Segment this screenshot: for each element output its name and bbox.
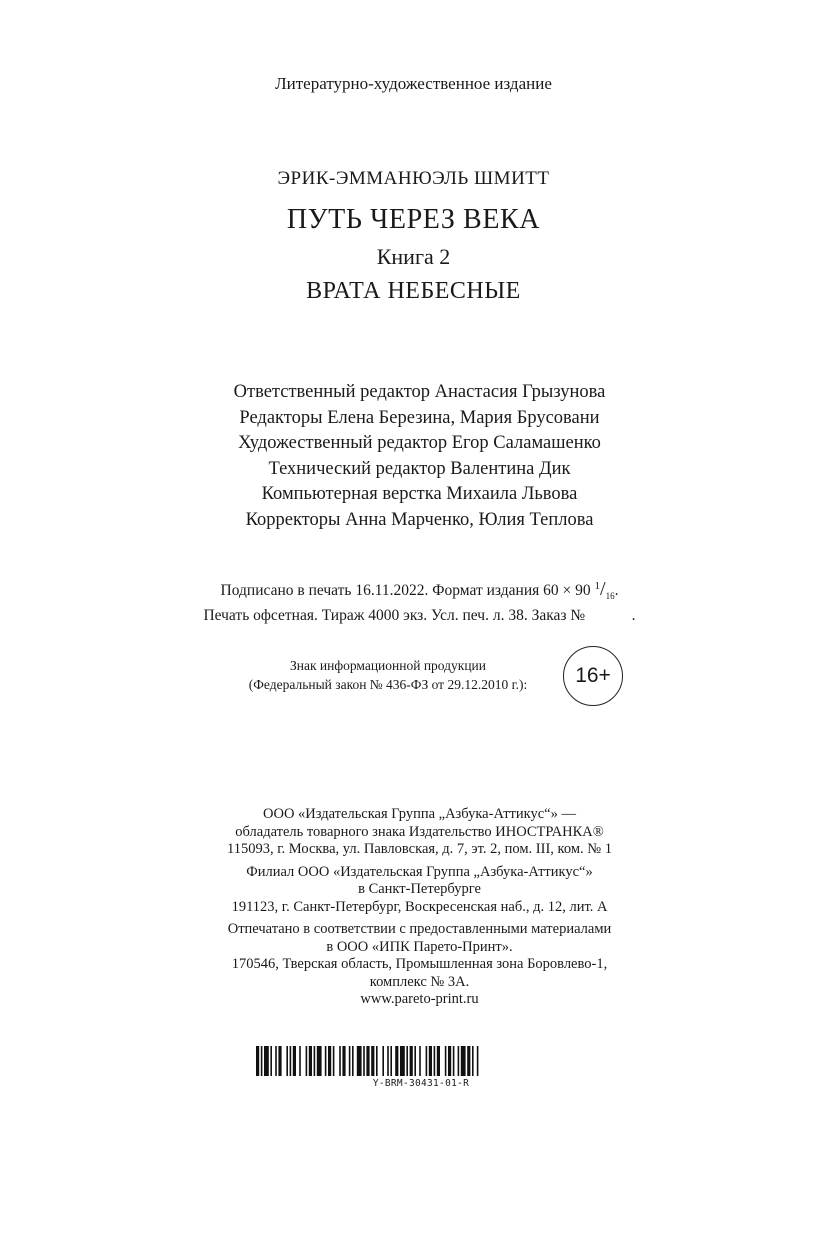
barcode-bar [352, 1046, 354, 1076]
barcode-bar [299, 1046, 301, 1076]
author-name: ЭРИК-ЭММАНЮЭЛЬ ШМИТТ [277, 168, 550, 189]
barcode-bar [339, 1046, 341, 1076]
barcode-bar [363, 1046, 365, 1076]
publisher-info [0, 806, 827, 1009]
barcode-bar [467, 1046, 470, 1076]
print-info-line2: Печать офсетная. Тираж 4000 экз. Усл. печ. л. 38. Заказ № . [203, 607, 636, 625]
barcode-bar [376, 1046, 378, 1076]
age-rating-label: 16+ [575, 664, 611, 687]
barcode-bar [461, 1046, 466, 1076]
barcode-bar [371, 1046, 374, 1076]
barcode-bar [286, 1046, 288, 1076]
branch-line: Филиал ООО «Издательская Группа „Азбука-Аттикус“» [246, 863, 593, 880]
barcode-bar [256, 1046, 259, 1076]
barcode-bar [357, 1046, 362, 1076]
credits-list [0, 380, 827, 533]
branch-line: в Санкт-Петербурге [358, 881, 481, 897]
info-sign-line2: (Федеральный закон № 436-ФЗ от 29.12.2010 г.): [248, 677, 528, 692]
barcode-bar [290, 1046, 292, 1076]
publisher-line: обладатель товарного знака Издательство ИНОСТРАНКА® [235, 823, 604, 840]
credit-line: Редакторы Елена Березина, Мария Брусовани [239, 407, 600, 428]
barcode-bar [414, 1046, 416, 1076]
print-info-line1 [0, 576, 827, 606]
fraction-slash: / [600, 578, 606, 601]
barcode-bar [387, 1046, 389, 1076]
credit-line: Технический редактор Валентина Дик [268, 458, 571, 479]
printer-line: 170546, Тверская область, Промышленная зона Боровлево-1, [231, 956, 608, 972]
barcode-bar [453, 1046, 455, 1076]
format-fraction [594, 578, 615, 602]
barcode-bar [309, 1046, 312, 1076]
barcode-bar [419, 1046, 421, 1076]
barcode-bar [325, 1046, 327, 1076]
barcode-bar [317, 1046, 322, 1076]
credit-line: Корректоры Анна Марченко, Юлия Теплова [245, 509, 594, 530]
printer-line: комплекс № 3А. [369, 973, 470, 990]
branch-line: 191123, г. Санкт-Петербург, Воскресенская наб., д. 12, лит. А [231, 898, 608, 915]
barcode-bar [328, 1046, 331, 1076]
book-number: Книга 2 [376, 244, 451, 269]
info-sign-line1: Знак информационной продукции [289, 658, 487, 673]
publisher-line: ООО «Издательская Группа „Азбука-Аттикус“» — [263, 806, 576, 822]
barcode-bar [382, 1046, 384, 1076]
barcode-bar [429, 1046, 432, 1076]
barcode-bar [477, 1046, 479, 1076]
barcode-bar [314, 1046, 316, 1076]
barcode-bar [261, 1046, 263, 1076]
book-subtitle: ВРАТА НЕБЕСНЫЕ [306, 278, 521, 304]
barcode-bar [400, 1046, 405, 1076]
barcode-bar [342, 1046, 345, 1076]
barcode-bar [390, 1046, 392, 1076]
printer-line: в ООО «ИПК Парето-Принт». [326, 938, 513, 955]
barcode [256, 1046, 586, 1076]
barcode-bar [448, 1046, 451, 1076]
barcode-bar [278, 1046, 281, 1076]
barcode-bar [349, 1046, 351, 1076]
barcode-bar [406, 1046, 408, 1076]
barcode-bar [264, 1046, 269, 1076]
age-rating-badge [563, 646, 623, 706]
genre-label: Литературно-художественное издание [275, 74, 552, 93]
barcode-bar [458, 1046, 460, 1076]
barcode-label: Y-BRM-30431-01-R [372, 1078, 470, 1089]
barcode-bar [270, 1046, 272, 1076]
print-info-suffix: . [614, 582, 619, 600]
fraction-denominator: 16 [605, 591, 615, 602]
barcode-bar [333, 1046, 335, 1076]
barcode-bar [426, 1046, 428, 1076]
barcode-bar [306, 1046, 308, 1076]
print-info-prefix: Подписано в печать 16.11.2022. Формат издания 60 × 90 [220, 582, 591, 600]
publisher-line: 115093, г. Москва, ул. Павловская, д. 7, эт. 2, пом. III, ком. № 1 [227, 841, 612, 857]
barcode-bar [366, 1046, 369, 1076]
barcode-bar [395, 1046, 398, 1076]
printer-url: www.pareto-print.ru [360, 991, 479, 1007]
info-sign-text [218, 656, 558, 694]
credit-line: Художественный редактор Егор Саламашенко [238, 433, 601, 453]
barcode-bar [434, 1046, 436, 1076]
barcode-bar [275, 1046, 277, 1076]
barcode-bar [472, 1046, 474, 1076]
barcode-bar [445, 1046, 447, 1076]
print-info [0, 576, 827, 626]
book-title: ПУТЬ ЧЕРЕЗ ВЕКА [286, 204, 541, 235]
credit-line: Компьютерная верстка Михаила Львова [261, 484, 578, 504]
printer-line: Отпечатано в соответствии с предоставленными материалами [227, 921, 612, 937]
credit-line: Ответственный редактор Анастасия Грызунова [233, 382, 606, 402]
barcode-bar [293, 1046, 296, 1076]
barcode-bar [410, 1046, 413, 1076]
barcode-bar [437, 1046, 440, 1076]
fraction-numerator: 1 [594, 580, 600, 592]
